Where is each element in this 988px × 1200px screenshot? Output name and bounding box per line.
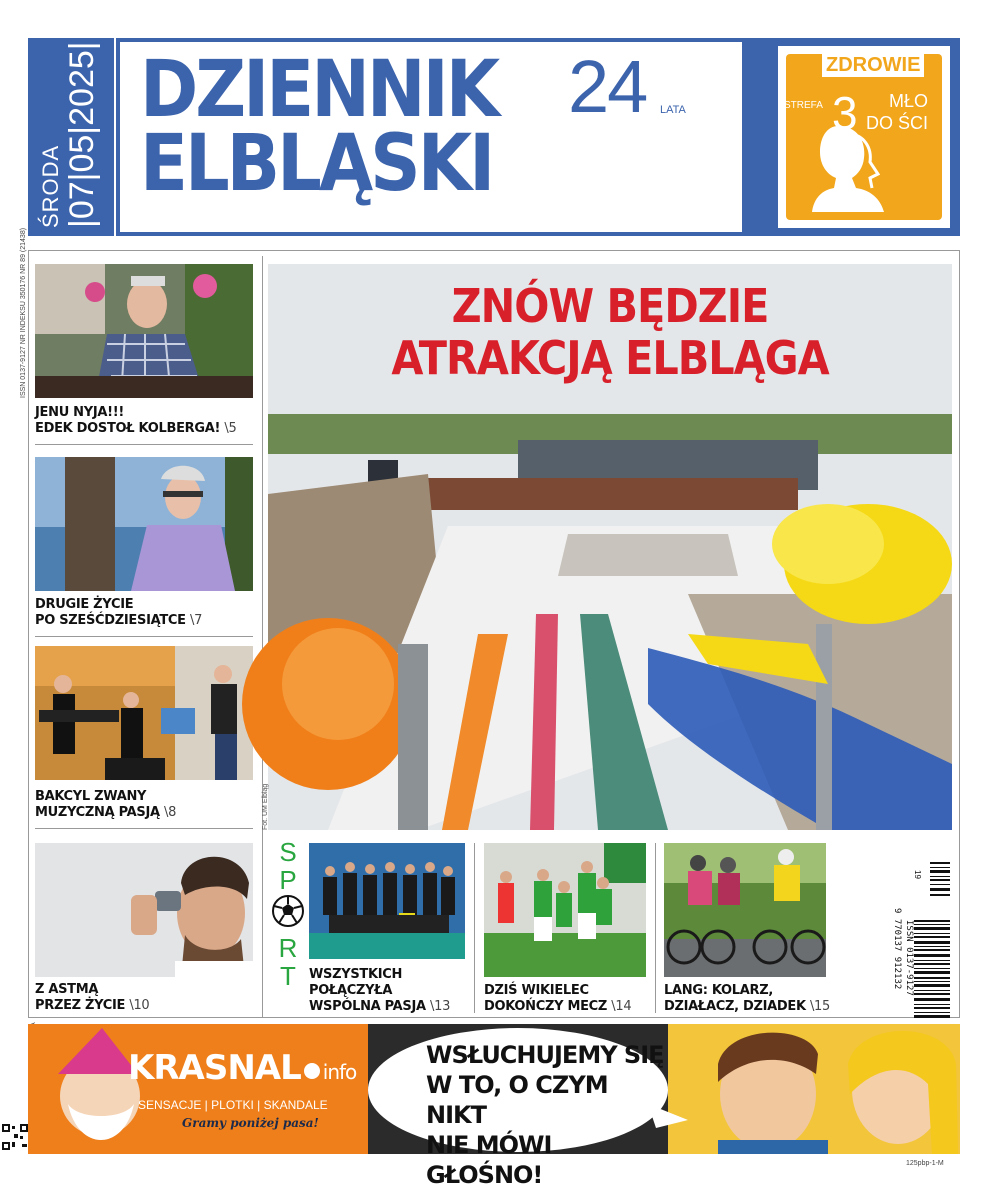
main-headline[interactable] — [268, 280, 952, 384]
story-title-1[interactable] — [35, 405, 236, 437]
sport-title-3-line1: LANG: KOLARZ, — [664, 983, 773, 998]
sport-title-3-line2: DZIAŁACZ, DZIADEK — [664, 999, 806, 1014]
story-page-2: \7 — [190, 613, 203, 628]
health-promo[interactable] — [778, 46, 950, 228]
anniversary-label: LATA — [660, 104, 686, 116]
advert-brand-suffix: info — [322, 1060, 357, 1084]
sport-title-2-line1: DZIŚ WIKIELEC — [484, 983, 589, 998]
advert-bubble-line1: WSŁUCHUJEMY SIĘ — [426, 1041, 664, 1069]
story-photo-3[interactable] — [35, 646, 253, 780]
sport-page-1: \13 — [430, 999, 451, 1014]
story-title-2-line1: DRUGIE ŻYCIE — [35, 597, 134, 612]
divider — [655, 843, 656, 1013]
sport-letter: T — [280, 961, 296, 991]
story-title-4-line1: Z ASTMĄ — [35, 982, 99, 997]
strefa-number: 3 — [832, 87, 858, 139]
sport-title-2-line2: DOKOŃCZY MECZ — [484, 999, 608, 1014]
health-promo-panel — [786, 54, 942, 220]
sport-label — [276, 838, 300, 990]
sport-photo-2[interactable] — [484, 843, 646, 977]
advert-bubble-line2: W TO, O CZYM NIKT — [426, 1071, 608, 1129]
advert-bubble-text — [426, 1040, 666, 1190]
footer-code: 125pbp-1-M — [906, 1160, 944, 1167]
masthead — [28, 38, 960, 236]
story-photo-4[interactable] — [35, 843, 253, 977]
barcode-issue: 19 — [913, 870, 922, 879]
story-title-1-line1: JENU NYJA!!! — [35, 405, 125, 420]
title-elblaski: ELBLĄSKI — [140, 119, 493, 209]
football-icon — [276, 894, 300, 934]
photo-credit: Fot. UM Elbląg — [262, 783, 269, 830]
issue-date: |07|05|2025| — [63, 41, 101, 228]
sport-title-1-line2: POŁĄCZYŁA — [309, 983, 393, 998]
sport-title-2[interactable] — [484, 983, 631, 1015]
issue-day: ŚRODA — [38, 144, 63, 228]
story-page-3: \8 — [164, 805, 177, 820]
story-title-3-line2: MUZYCZNĄ PASJĄ — [35, 805, 160, 820]
story-page-1: \5 — [224, 421, 237, 436]
sport-title-1[interactable] — [309, 967, 450, 1015]
story-title-3-line1: BAKCYL ZWANY — [35, 789, 147, 804]
barcode — [892, 860, 950, 1020]
barcode-digits: 9 770137 912132 — [892, 908, 902, 990]
advert-brand — [128, 1048, 356, 1088]
advert-slogan: Gramy poniżej pasa! — [182, 1116, 319, 1130]
sport-letter: S — [279, 837, 297, 867]
strefa-label: STREFA — [784, 100, 823, 111]
sport-title-1-line3: WSPÓLNA PASJA — [309, 999, 426, 1014]
story-photo-1[interactable] — [35, 264, 253, 398]
divider — [35, 636, 253, 637]
title-dziennik: DZIENNIK — [140, 45, 498, 135]
anniversary-number: 24 — [568, 45, 647, 128]
story-title-2[interactable] — [35, 597, 202, 629]
qr-code-icon — [2, 1124, 28, 1150]
story-page-4: \10 — [129, 998, 150, 1013]
sport-letter: R — [278, 933, 298, 963]
story-title-4-line2: PRZEZ ŻYCIE — [35, 998, 126, 1013]
main-headline-line2: ATRAKCJĄ ELBLĄGA — [391, 331, 829, 385]
health-title: ZDROWIE — [822, 54, 924, 77]
price-vat: (w tym 8% VAT) — [270, 222, 327, 231]
sport-title-1-line1: WSZYSTKICH — [309, 967, 403, 982]
sport-photo-3[interactable] — [664, 843, 826, 977]
main-headline-line1: ZNÓW BĘDZIE — [451, 279, 769, 333]
sport-page-2: \14 — [611, 999, 632, 1014]
sport-title-3[interactable] — [664, 983, 830, 1015]
story-title-4[interactable] — [35, 982, 149, 1014]
advert-brand-name: KRASNAL — [128, 1048, 301, 1088]
barcode-issn: ISSN 0137-9127 — [904, 920, 914, 996]
divider — [474, 843, 475, 1013]
story-title-2-line2: PO SZEŚĆDZIESIĄTCE — [35, 613, 186, 628]
sport-photo-1[interactable] — [309, 843, 465, 959]
advert-bubble-line3: NIE MÓWI GŁOŚNO! — [426, 1131, 552, 1189]
story-title-3[interactable] — [35, 789, 176, 821]
column-divider — [262, 256, 263, 1018]
title-panel — [120, 42, 742, 232]
sport-page-3: \15 — [809, 999, 830, 1014]
date-box — [28, 38, 116, 236]
divider — [35, 444, 253, 445]
price: cena 3,99 zł — [206, 220, 268, 232]
price-line — [206, 220, 327, 232]
sport-letter: P — [279, 865, 297, 895]
story-title-1-line2: EDEK DOSTOŁ KOLBERGA! — [35, 421, 221, 436]
issue-info: ISSN 0137-9127 NR INDEKSU 350176 NR 89 (21438) — [20, 227, 27, 398]
story-photo-2[interactable] — [35, 457, 253, 591]
strefa-word: MŁO DO ŚCI — [865, 91, 928, 133]
advert-tagline: SENSACJE | PLOTKI | SKANDALE — [138, 1098, 328, 1112]
divider — [35, 828, 253, 829]
